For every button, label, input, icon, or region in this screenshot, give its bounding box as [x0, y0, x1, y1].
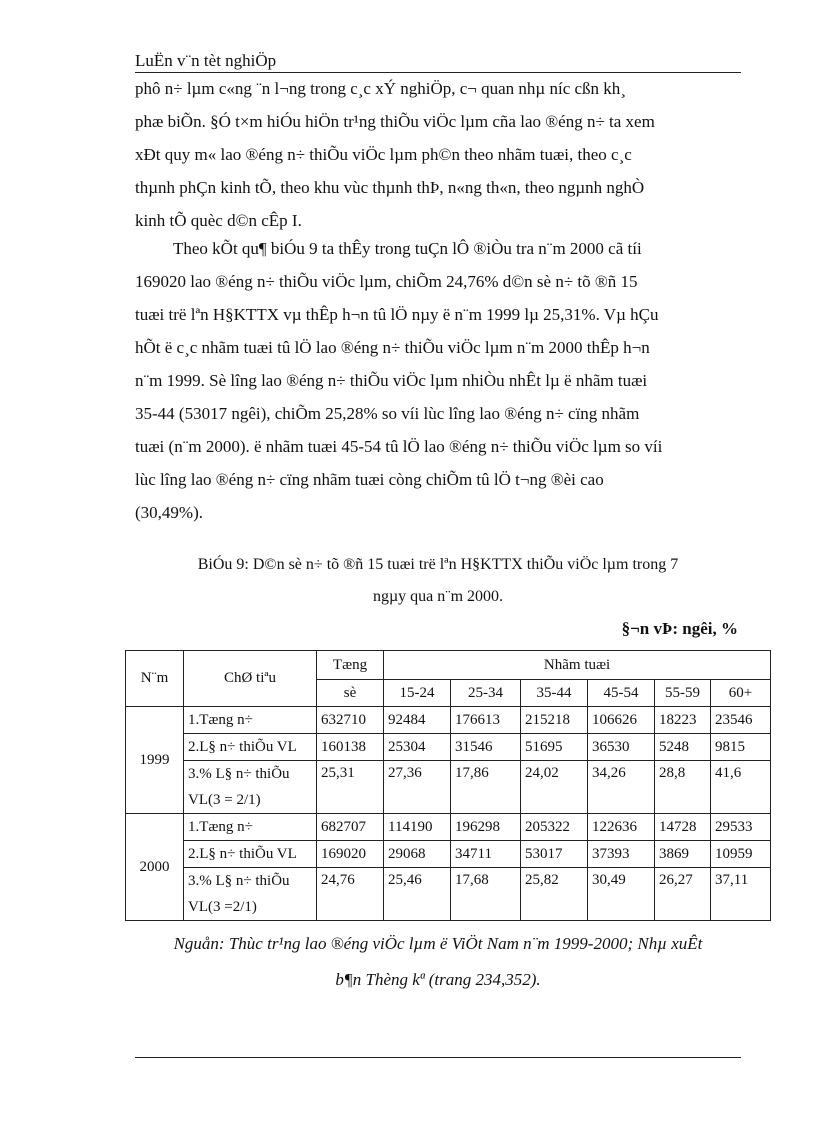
table-row	[126, 814, 771, 841]
table-caption-cont: ngµy qua n¨m 2000.	[372, 588, 504, 605]
value-cell: 169020	[317, 841, 384, 868]
indicator-cell: 2.L§ n÷ thiÕu VL	[184, 841, 317, 868]
header-total-a: Tæng	[317, 651, 384, 680]
value-cell: 53017	[521, 841, 588, 868]
value-cell: 106626	[588, 707, 655, 734]
table-row	[126, 868, 771, 895]
value-cell: 51695	[521, 734, 588, 761]
paragraph-line: phæ biÕn. §Ó t×m hiÓu hiÖn tr¹ng thiÕu viÖc lµm cña lao ®éng n÷ ta xem	[135, 112, 655, 131]
value-cell: 29068	[384, 841, 451, 868]
paragraph-line: kinh tÕ quèc d©n cÊp I.	[135, 211, 302, 230]
unit-label: §¬n vÞ: ngêi, %	[621, 619, 738, 638]
table-row	[126, 761, 771, 788]
indicator-cell-cont: VL(3 = 2/1)	[184, 787, 317, 814]
value-cell: 34,26	[588, 761, 655, 814]
indicator-cell: 3.% L§ n÷ thiÕu	[184, 761, 317, 788]
indicator-cell: 2.L§ n÷ thiÕu VL	[184, 734, 317, 761]
value-cell: 29533	[711, 814, 771, 841]
value-cell: 92484	[384, 707, 451, 734]
value-cell: 24,02	[521, 761, 588, 814]
header-age: 35-44	[521, 680, 588, 707]
indicator-cell: 1.Tæng n÷	[184, 814, 317, 841]
value-cell: 3869	[655, 841, 711, 868]
value-cell: 41,6	[711, 761, 771, 814]
header-age: 60+	[711, 680, 771, 707]
value-cell: 205322	[521, 814, 588, 841]
header-age: 25-34	[451, 680, 521, 707]
paragraph-line: (30,49%).	[135, 503, 203, 522]
paragraph-line: 35-44 (53017 ngêi), chiÕm 25,28% so víi lùc lîng lao ®éng n÷ cïng nhãm	[135, 404, 640, 423]
value-cell: 215218	[521, 707, 588, 734]
indicator-cell: 3.% L§ n÷ thiÕu	[184, 868, 317, 895]
value-cell: 25,82	[521, 868, 588, 921]
paragraph-line: phô n÷ lµm c«ng ¨n l¬ng trong c¸c xÝ nghiÖp, c¬ quan nhµ níc cßn kh¸	[135, 79, 626, 98]
value-cell: 682707	[317, 814, 384, 841]
header-age-group: Nhãm tuæi	[384, 651, 771, 680]
paragraph-2	[135, 232, 741, 529]
value-cell: 23546	[711, 707, 771, 734]
header-title: LuËn v¨n tèt nghiÖp	[135, 51, 277, 70]
value-cell: 196298	[451, 814, 521, 841]
value-cell: 25304	[384, 734, 451, 761]
header-year: N¨m	[126, 651, 184, 707]
value-cell: 5248	[655, 734, 711, 761]
source-note-cont: b¶n Thèng kª (trang 234,352).	[335, 970, 541, 989]
paragraph-line: tuæi trë lªn H§KTTX vµ thÊp h¬n tû lÖ nµy ë n¨m 1999 lµ 25,31%. Vµ hÇu	[135, 305, 659, 324]
indicator-cell-cont: VL(3 =2/1)	[184, 894, 317, 921]
header-age: 45-54	[588, 680, 655, 707]
value-cell: 17,68	[451, 868, 521, 921]
paragraph-line: 169020 lao ®éng n÷ thiÕu viÖc lµm, chiÕm 24,76% d©n sè n÷ tõ ®ñ 15	[135, 272, 638, 291]
paragraph-line: tuæi (n¨m 2000). ë nhãm tuæi 45-54 tû lÖ lao ®éng n÷ thiÕu viÖc lµm so víi	[135, 437, 663, 456]
paragraph-1	[135, 72, 741, 237]
value-cell: 37,11	[711, 868, 771, 921]
value-cell: 36530	[588, 734, 655, 761]
table-row	[126, 707, 771, 734]
value-cell: 37393	[588, 841, 655, 868]
page-header	[135, 48, 741, 73]
table-header-row	[126, 651, 771, 680]
value-cell: 10959	[711, 841, 771, 868]
table-row	[126, 734, 771, 761]
value-cell: 34711	[451, 841, 521, 868]
value-cell: 25,31	[317, 761, 384, 814]
value-cell: 31546	[451, 734, 521, 761]
paragraph-line: xÐt quy m« lao ®éng n÷ thiÕu viÖc lµm ph©n theo nhãm tuæi, theo c¸c	[135, 145, 632, 164]
header-total-b: sè	[317, 680, 384, 707]
indicator-cell: 1.Tæng n÷	[184, 707, 317, 734]
header-indicator: ChØ tiªu	[184, 651, 317, 707]
header-age: 55-59	[655, 680, 711, 707]
paragraph-line: lùc lîng lao ®éng n÷ cïng nhãm tuæi còng chiÕm tû lÖ t¬ng ®èi cao	[135, 470, 604, 489]
paragraph-line: Theo kÕt qu¶ biÓu 9 ta thÊy trong tuÇn lÔ ®iÒu tra n¨m 2000 cã tíi	[173, 239, 642, 258]
value-cell: 9815	[711, 734, 771, 761]
value-cell: 632710	[317, 707, 384, 734]
table-caption: BiÓu 9: D©n sè n÷ tõ ®ñ 15 tuæi trë lªn H§KTTX thiÕu viÖc lµm trong 7	[197, 556, 679, 573]
value-cell: 28,8	[655, 761, 711, 814]
paragraph-line: n¨m 1999. Sè lîng lao ®éng n÷ thiÕu viÖc lµm nhiÒu nhÊt lµ ë nhãm tuæi	[135, 371, 648, 390]
value-cell: 27,36	[384, 761, 451, 814]
source-note: Nguån: Thùc tr¹ng lao ®éng viÖc lµm ë ViÖt Nam n¨m 1999-2000; Nhµ xuÊt	[173, 934, 703, 953]
table-row	[126, 841, 771, 868]
value-cell: 30,49	[588, 868, 655, 921]
value-cell: 25,46	[384, 868, 451, 921]
value-cell: 114190	[384, 814, 451, 841]
data-table	[125, 650, 771, 921]
year-cell: 2000	[126, 814, 184, 921]
year-cell: 1999	[126, 707, 184, 814]
paragraph-line: thµnh phÇn kinh tÕ, theo khu vùc thµnh thÞ, n«ng th«n, theo ngµnh nghÒ	[135, 178, 645, 197]
value-cell: 176613	[451, 707, 521, 734]
value-cell: 14728	[655, 814, 711, 841]
value-cell: 26,27	[655, 868, 711, 921]
footer-divider	[135, 1057, 741, 1058]
header-age: 15-24	[384, 680, 451, 707]
value-cell: 24,76	[317, 868, 384, 921]
paragraph-line: hÕt ë c¸c nhãm tuæi tû lÖ lao ®éng n÷ thiÕu viÖc lµm n¨m 2000 thÊp h¬n	[135, 338, 650, 357]
value-cell: 160138	[317, 734, 384, 761]
value-cell: 18223	[655, 707, 711, 734]
value-cell: 122636	[588, 814, 655, 841]
value-cell: 17,86	[451, 761, 521, 814]
